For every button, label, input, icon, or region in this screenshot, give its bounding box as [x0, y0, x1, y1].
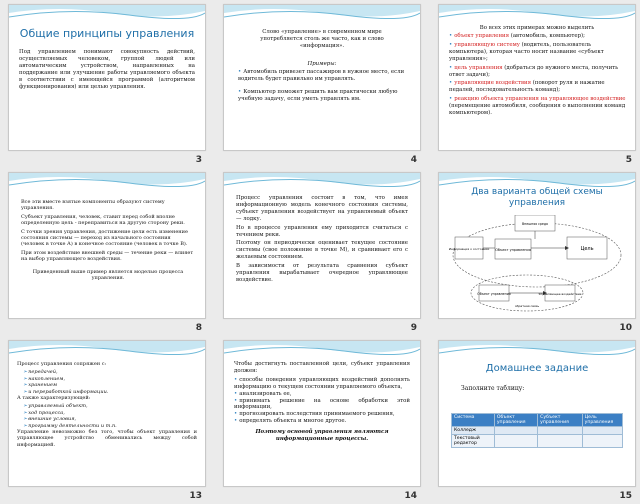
- slide-13-intro: Процесс управления сопряжен с:: [17, 361, 107, 367]
- slide-9-number: 9: [410, 323, 417, 333]
- table-cell[interactable]: [582, 435, 622, 448]
- slide-3-title: Общие принципы управления: [19, 27, 195, 40]
- slide-9-p2: Но в процессе управления ему приходится считаться с течением реки.: [236, 224, 408, 238]
- slide-13-list-item: ➢ передачей,: [23, 369, 197, 375]
- diagram-subject-label: Объект управления: [477, 292, 511, 296]
- slide-4[interactable]: [215, 0, 425, 168]
- slide-5-desc: (добраться до нужного места, получить ответ задачи);: [449, 64, 619, 78]
- slide-5-desc: (автомобиль, компьютер);: [509, 33, 585, 39]
- slide-13-list-item: ➢ программу деятельности и т.п.: [23, 423, 197, 429]
- slide-3-text: Под управлением понимают совокупность действий, осуществляемых человеком, группой людей или автоматическим устройством, направленных на поддержание или улучшение работы управляемого объекта в соответствии с имеющейся программой (алгоритмом функционирования) или целью управления.: [19, 49, 195, 90]
- slide-13-list-item: ➢ управляемый объект,: [23, 403, 197, 409]
- slide-5-term: управляющую систему: [454, 41, 520, 48]
- slide-14-frame: [223, 340, 421, 487]
- slide-13-list-item: ➢ накоплением,: [23, 376, 197, 382]
- slide-8-p1: Все эти вместе взятые компоненты образуют систему управления.: [21, 199, 165, 212]
- slide-15-title: Домашнее задание: [485, 363, 589, 374]
- slide-3-number: 3: [195, 155, 202, 165]
- table-cell[interactable]: [538, 427, 582, 435]
- diagram-feedback-label: обратная связь: [514, 304, 540, 308]
- slide-14-conclusion: Поэтому основой управления являются информационные процессы.: [255, 429, 389, 443]
- slide-3-frame: [8, 4, 206, 151]
- slide-5-term: управляющие воздействия: [454, 80, 532, 87]
- slide-8[interactable]: [0, 168, 210, 336]
- slide-9-p3: Поэтому он периодически оценивает текущее состояние системы (свое положение в точке М), и сравнивает его с желаемым состоянием.: [236, 240, 408, 261]
- slide-8-frame: [8, 172, 206, 319]
- table-cell[interactable]: [494, 427, 537, 435]
- slide-13[interactable]: [0, 336, 210, 504]
- slide-5-term: реакцию объекта управления на управляющее воздействие: [454, 96, 626, 103]
- slide-13-list-item: ➢ и переработкой информации.: [23, 389, 197, 395]
- homework-table: [451, 413, 623, 448]
- slide-4-bullet: • Компьютер поможет решить вам практически любую учебную задачу, если уметь управлять им.: [238, 89, 406, 103]
- slide-5-desc: (поворот руля и нажатие педалей, последовательность команд);: [449, 80, 605, 94]
- slide-5-term: цель управления: [454, 64, 503, 71]
- table-cell[interactable]: [538, 435, 582, 448]
- diagram-control-label: Управляющее воздействие: [538, 292, 582, 296]
- slide-4-number: 4: [410, 155, 417, 165]
- slide-10-number: 10: [619, 323, 632, 333]
- slide-5-number: 5: [625, 155, 632, 165]
- slide-9[interactable]: [215, 168, 425, 336]
- slide-13-mid: А также характеризующей:: [17, 394, 91, 401]
- control-scheme-diagram: [449, 215, 625, 315]
- slide-5[interactable]: [430, 0, 640, 168]
- table-cell: Колледж: [452, 427, 495, 435]
- slide-15[interactable]: [430, 336, 640, 504]
- slide-14[interactable]: [215, 336, 425, 504]
- slide-5-frame: [438, 4, 636, 151]
- slide-14-item: • прогнозировать последствия принимаемого решения,: [234, 411, 410, 418]
- slide-13-outro: Управление невозможно без того, чтобы объект управления и управляющее устройство обменивались между собой информацией.: [17, 428, 197, 448]
- wave-decoration: [9, 173, 205, 199]
- slide-4-bullet: • Автомобиль привезет пассажиров в нужное место, если водитель будет правильно им управлять.: [238, 69, 406, 83]
- slide-9-p4: В зависимости от результата сравнения субъект управления вырабатывает очередное управляющее воздействие.: [236, 263, 408, 283]
- diagram-env-label: Внешняя среда: [522, 222, 548, 226]
- slide-9-p1: Процесс управления состоит в том, что имея информационную модель конечного состояния системы, субъект управления воздействует на управляемый объект — лодку.: [236, 195, 408, 222]
- slide-9-frame: [223, 172, 421, 319]
- table-header: Система: [452, 414, 495, 427]
- wave-decoration: [224, 5, 420, 31]
- table-header: Субъект управления: [538, 414, 582, 427]
- slide-4-frame: [223, 4, 421, 151]
- slide-8-p4: При этом воздействие внешней среды — течение реки — влияет на выбор управляющего воздействия.: [21, 249, 194, 263]
- table-header: Объект управления: [494, 414, 537, 427]
- slide-10-frame: [438, 172, 636, 319]
- slide-13-number: 13: [189, 491, 202, 501]
- slide-14-item: • способы поведения управляющих воздействий дополнять информацию о текущем состоянии управляемого объекта,: [234, 377, 410, 391]
- slide-8-p3: С точки зрения управления, достижение цели есть изменение состояния системы — переход из начального состояния (человек в точке А) в конечное состояние (человек в точке В).: [21, 228, 188, 248]
- slide-4-intro: Слово «управление» в современном мире употребляется столь же часто, как и слово «информация».: [260, 29, 384, 49]
- slide-14-item: • принимать решение на основе обработки этой информации,: [234, 398, 410, 412]
- slide-8-p5: Приведенный выше пример является моделью процесса управления.: [32, 268, 184, 281]
- slide-5-term: объект управления: [454, 33, 510, 39]
- slide-10[interactable]: [430, 168, 640, 336]
- slide-15-frame: [438, 340, 636, 487]
- diagram-object-label: Объект управления: [495, 248, 531, 252]
- slide-13-list-item: ➢ ход процесса,: [23, 410, 197, 416]
- slide-14-item: • анализировать ее,: [234, 391, 410, 398]
- slide-5-desc: (водитель, пользователь компьютера), которая часто носит название «субъект управления»;: [449, 41, 604, 62]
- slide-5-desc: (перемещение автомобиля, сообщения о выполнении команд компьютером).: [449, 103, 626, 117]
- diagram-info-label: Информация о состоянии: [449, 247, 490, 251]
- slide-15-number: 15: [619, 491, 632, 501]
- slide-14-number: 14: [404, 491, 417, 501]
- slide-8-number: 8: [195, 323, 202, 333]
- diagram-goal-label: Цель: [580, 246, 594, 252]
- table-cell[interactable]: [494, 435, 537, 448]
- slide-14-item: • определять объекта и многое другое.: [234, 418, 410, 425]
- slide-4-subtitle: Примеры:: [307, 61, 337, 67]
- slide-5-intro: Во всех этих примерах можно выделить: [479, 25, 595, 31]
- table-cell[interactable]: [582, 427, 622, 435]
- slide-14-intro: Чтобы достигнуть поставленной цели, субъект управления должен:: [234, 361, 410, 374]
- slide-13-list-item: ➢ внешние условия,: [23, 416, 197, 422]
- slide-15-task: Заполните таблицу:: [461, 385, 525, 392]
- table-header: Цель управления: [582, 414, 622, 427]
- slide-13-frame: [8, 340, 206, 487]
- slide-8-p2: Субъект управления, человек, ставит перед собой вполне определенную цель - переправиться на другую сторону реки.: [21, 213, 185, 227]
- slide-13-list-item: ➢ хранением: [23, 382, 197, 388]
- table-cell: Текстовый редактор: [452, 435, 495, 448]
- slide-3[interactable]: [0, 0, 210, 168]
- slide-10-title: Два варианта общей схемы управления: [471, 187, 603, 209]
